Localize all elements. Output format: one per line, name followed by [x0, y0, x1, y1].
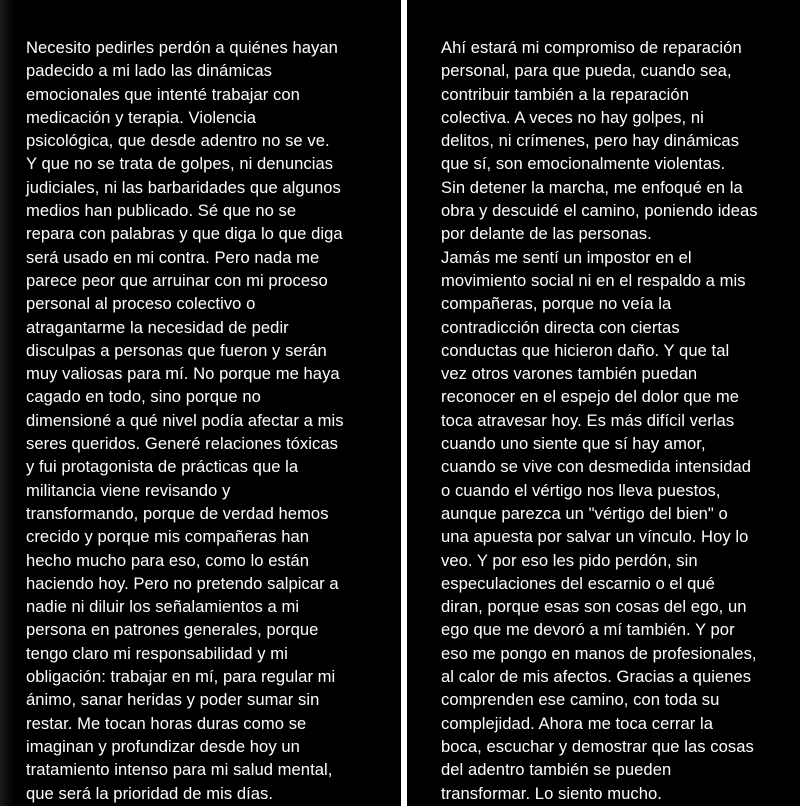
- text-line: especulaciones del escarnio o el qué: [441, 573, 715, 593]
- text-line: repara con palabras y que diga lo que diga: [26, 224, 343, 244]
- text-line: contribuir también a la reparación: [441, 84, 689, 104]
- text-line: disculpas a personas que fueron y serán: [26, 340, 327, 360]
- text-line: persona en patrones generales, porque: [26, 620, 319, 640]
- text-line: crecido y porque mis compañeras han: [26, 527, 310, 547]
- text-line: obra y descuidé el camino, poniendo ideas: [441, 201, 758, 221]
- text-line: cuando uno siente que sí hay amor,: [441, 434, 706, 454]
- text-line: transformar. Lo siento mucho.: [441, 783, 662, 803]
- text-line: por delante de las personas.: [441, 224, 652, 244]
- text-line: una apuesta por salvar un vínculo. Hoy lo: [441, 527, 749, 547]
- text-line: medios han publicado. Sé que no se: [26, 201, 297, 221]
- text-line: del adentro también se pueden: [441, 760, 672, 780]
- text-line: judiciales, ni las barbaridades que algunos: [26, 177, 341, 197]
- text-line: personal al proceso colectivo o: [26, 294, 256, 314]
- text-line: diran, porque esas son cosas del ego, un: [441, 597, 747, 617]
- text-line: vez otros varones también puedan: [441, 364, 698, 384]
- text-line: aunque parezca un "vértigo del bien" o: [441, 503, 728, 523]
- text-line: Ahí estará mi compromiso de reparación: [441, 38, 742, 57]
- text-line: muy valiosas para mí. No porque me haya: [26, 364, 340, 384]
- text-line: dimensioné a qué nivel podía afectar a mis: [26, 410, 344, 430]
- text-line: comprenden ese camino, con toda su: [441, 690, 720, 710]
- text-line: o cuando el vértigo nos lleva puestos,: [441, 480, 721, 500]
- text-line: atragantarme la necesidad de pedir: [26, 317, 289, 337]
- text-line: Sin detener la marcha, me enfoqué en la: [441, 177, 743, 197]
- text-line: Necesito pedirles perdón a quiénes hayan: [26, 38, 338, 57]
- text-line: será usado en mi contra. Pero nada me: [26, 247, 320, 267]
- text-line: que sí, son emocionalmente violentas.: [441, 154, 726, 174]
- text-line: veo. Y por eso les pido perdón, sin: [441, 550, 698, 570]
- text-line: obligación: trabajar en mí, para regular mi: [26, 667, 336, 687]
- text-line: delitos, ni crímenes, pero hay dinámicas: [441, 131, 740, 151]
- text-line: ánimo, sanar heridas y poder sumar sin: [26, 690, 320, 710]
- text-line: cagado en todo, sino porque no: [26, 387, 261, 407]
- text-line: padecido a mi lado las dinámicas: [26, 61, 273, 81]
- text-line: toca atravesar hoy. Es más difícil verlas: [441, 410, 735, 430]
- text-line: contradicción directa con ciertas: [441, 317, 680, 337]
- text-line: movimiento social ni en el respaldo a mis: [441, 270, 746, 290]
- text-line: tengo claro mi responsabilidad y mi: [26, 643, 288, 663]
- text-line: parece peor que arruinar con mi proceso: [26, 270, 328, 290]
- text-line: haciendo hoy. Pero no pretendo salpicar a: [26, 573, 339, 593]
- text-line: transformando, porque de verdad hemos: [26, 503, 329, 523]
- text-line: que será la prioridad de mis días.: [26, 783, 274, 803]
- text-line: ego que me devoró a mí también. Y por: [441, 620, 735, 640]
- text-line: eso me pongo en manos de profesionales,: [441, 643, 757, 663]
- text-line: reconocer en el espejo del dolor que me: [441, 387, 740, 407]
- text-line: militancia viene revisando y: [26, 480, 231, 500]
- text-line: seres queridos. Generé relaciones tóxicas: [26, 434, 338, 454]
- text-line: boca, escuchar y demostrar que las cosas: [441, 736, 754, 756]
- right-text-panel: [407, 0, 800, 806]
- text-line: Y que no se trata de golpes, ni denuncias: [26, 154, 334, 174]
- text-line: complejidad. Ahora me toca cerrar la: [441, 713, 714, 733]
- text-line: conductas que hicieron daño. Y que tal: [441, 340, 730, 360]
- text-line: personal, para que pueda, cuando sea,: [441, 61, 732, 81]
- text-line: y fui protagonista de prácticas que la: [26, 457, 299, 477]
- text-line: Jamás me sentí un impostor en el: [441, 247, 692, 267]
- text-line: compañeras, porque no veía la: [441, 294, 672, 314]
- text-line: emocionales que intenté trabajar con: [26, 84, 300, 104]
- text-line: tratamiento intenso para mi salud mental,: [26, 760, 333, 780]
- text-line: al calor de mis afectos. Gracias a quienes: [441, 667, 752, 687]
- text-line: nadie ni diluir los señalamientos a mi: [26, 597, 300, 617]
- text-line: hecho mucho para eso, como lo están: [26, 550, 310, 570]
- text-line: colectiva. A veces no hay golpes, ni: [441, 107, 704, 127]
- text-line: imaginan y profundizar desde hoy un: [26, 736, 300, 756]
- text-line: cuando se vive con desmedida intensidad: [441, 457, 752, 477]
- text-line: medicación y terapia. Violencia: [26, 107, 256, 127]
- text-line: psicológica, que desde adentro no se ve.: [26, 131, 330, 151]
- text-line: restar. Me tocan horas duras como se: [26, 713, 307, 733]
